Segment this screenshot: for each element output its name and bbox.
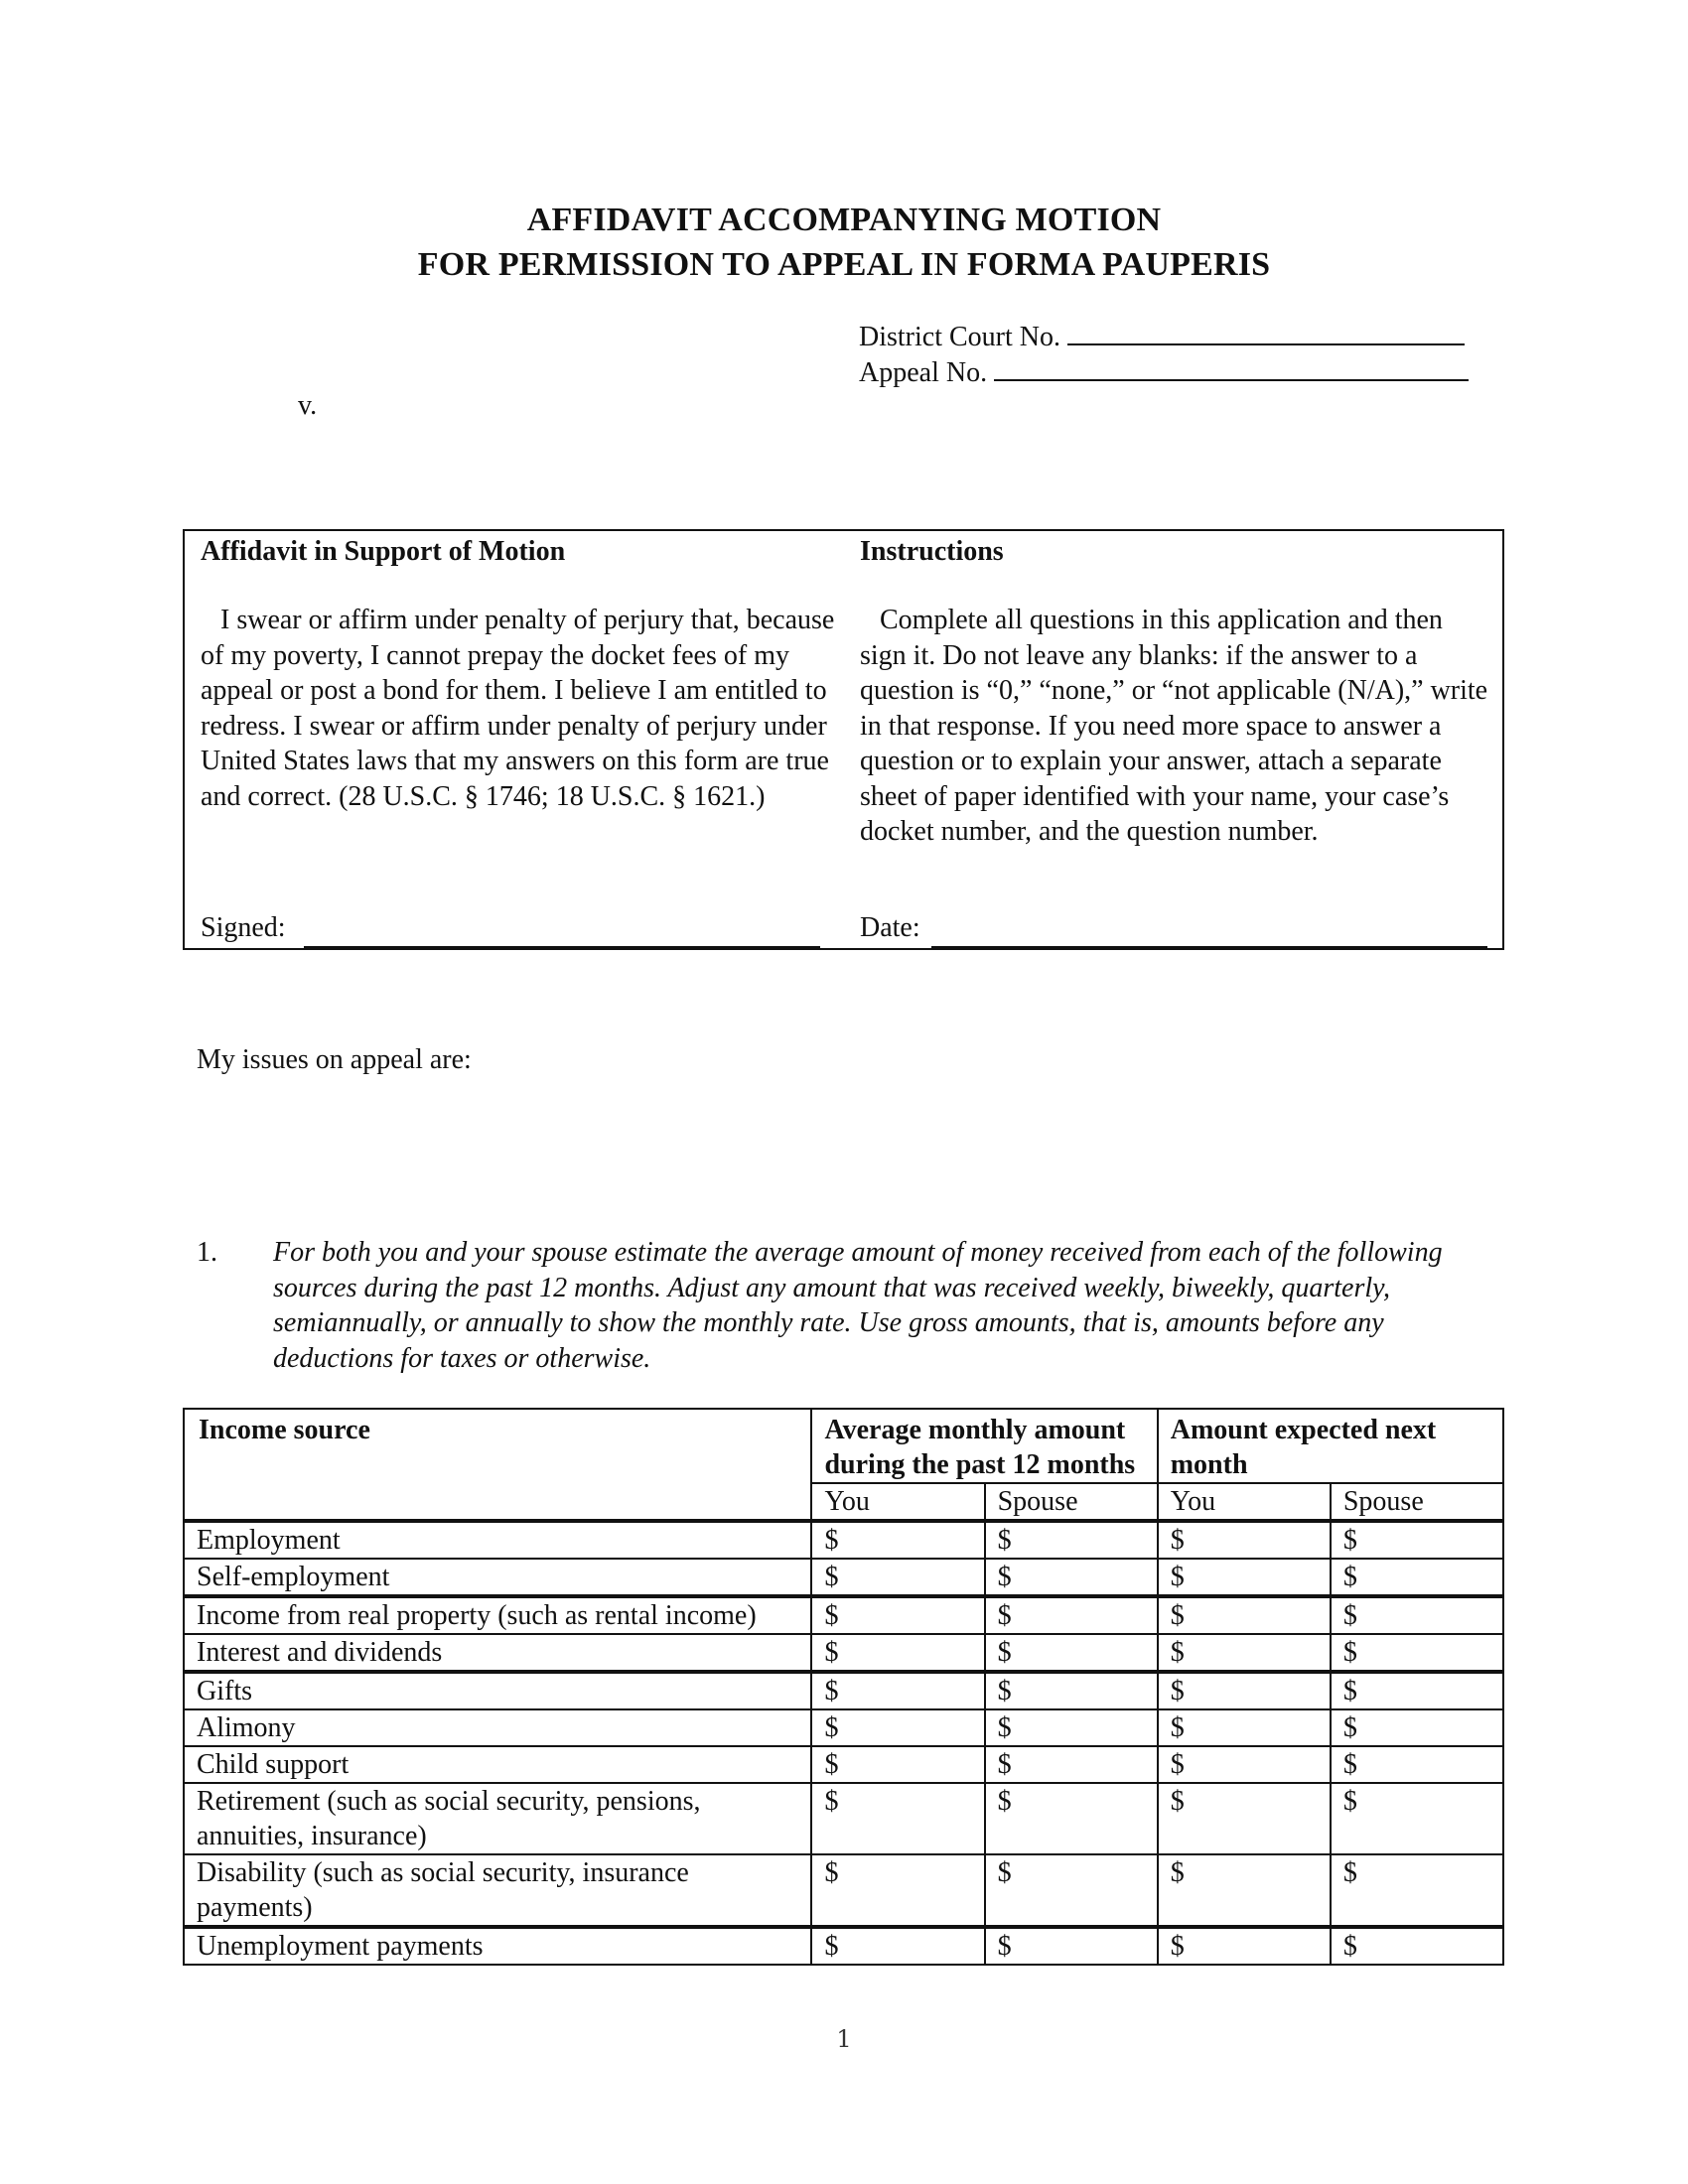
avg-you-cell[interactable]: $ (811, 1709, 984, 1746)
next-you-cell[interactable]: $ (1158, 1672, 1331, 1709)
date-field (860, 910, 1485, 946)
avg-you-cell[interactable]: $ (811, 1559, 984, 1596)
signature-input[interactable] (304, 944, 820, 948)
avg-spouse-cell[interactable]: $ (985, 1596, 1158, 1634)
table-row (184, 1783, 1503, 1854)
avg-you-cell[interactable]: $ (811, 1854, 984, 1927)
appeal-number-input[interactable] (994, 353, 1469, 381)
avg-you-cell[interactable]: $ (811, 1927, 984, 1965)
next-spouse-cell[interactable]: $ (1331, 1927, 1503, 1965)
avg-spouse-cell[interactable]: $ (985, 1927, 1158, 1965)
next-you-header: You (1158, 1483, 1331, 1521)
income-source-cell: Interest and dividends (184, 1634, 811, 1672)
appeal-number-label: Appeal No. (859, 357, 988, 388)
table-row (184, 1634, 1503, 1672)
next-you-cell[interactable]: $ (1158, 1634, 1331, 1672)
income-source-cell: Alimony (184, 1709, 811, 1746)
question-1-text: For both you and your spouse estimate the average amount of money received from each of the following sources during the past 12 months. Adjust any amount that was received weekly, biweekly, quarterly, semiannually, or annually to show the monthly rate. Use gross amounts, that is, amounts before any deductions for taxes or otherwise. (273, 1237, 1443, 1374)
next-you-cell[interactable]: $ (1158, 1521, 1331, 1559)
income-source-cell: Income from real property (such as rental income) (184, 1596, 811, 1634)
next-you-cell[interactable]: $ (1158, 1709, 1331, 1746)
next-you-cell[interactable]: $ (1158, 1596, 1331, 1634)
form-title-line-1: AFFIDAVIT ACCOMPANYING MOTION (526, 202, 1162, 238)
next-you-cell[interactable]: $ (1158, 1927, 1331, 1965)
table-row (184, 1521, 1503, 1559)
next-spouse-cell[interactable]: $ (1331, 1559, 1503, 1596)
avg-you-cell[interactable]: $ (811, 1634, 984, 1672)
district-court-field (859, 318, 1465, 355)
next-spouse-cell[interactable]: $ (1331, 1746, 1503, 1783)
expected-next-month-header: Amount expected next month (1158, 1409, 1503, 1483)
income-source-cell: Retirement (such as social security, pensions, annuities, insurance) (184, 1783, 811, 1854)
district-court-input[interactable] (1067, 318, 1465, 345)
affidavit-statement: I swear or affirm under penalty of perjury that, because of my poverty, I cannot prepay the docket fees of my appeal or post a bond for them. I believe I am entitled to redress. I swear or affirm under penalty of perjury under United States laws that my answers on this form are true and correct. (28 U.S.C. § 1746; 18 U.S.C. § 1621.) (201, 605, 835, 812)
avg-spouse-cell[interactable]: $ (985, 1521, 1158, 1559)
avg-spouse-cell[interactable]: $ (985, 1783, 1158, 1854)
affidavit-heading: Affidavit in Support of Motion (201, 536, 566, 567)
district-court-label: District Court No. (859, 322, 1060, 352)
income-source-cell: Self-employment (184, 1559, 811, 1596)
avg-you-cell[interactable]: $ (811, 1672, 984, 1709)
next-spouse-cell[interactable]: $ (1331, 1634, 1503, 1672)
instructions-section (860, 531, 1495, 850)
next-spouse-cell[interactable]: $ (1331, 1672, 1503, 1709)
income-table-header-row (184, 1409, 1503, 1483)
signed-label: Signed: (201, 912, 286, 943)
table-row (184, 1854, 1503, 1927)
avg-you-cell[interactable]: $ (811, 1596, 984, 1634)
avg-spouse-header: Spouse (985, 1483, 1158, 1521)
issues-on-appeal-label: My issues on appeal are: (197, 1044, 472, 1075)
next-spouse-cell[interactable]: $ (1331, 1709, 1503, 1746)
avg-monthly-header: Average monthly amount during the past 12 months (811, 1409, 1157, 1483)
table-row (184, 1596, 1503, 1634)
income-source-header: Income source (184, 1409, 811, 1521)
table-row (184, 1927, 1503, 1965)
income-source-cell: Employment (184, 1521, 811, 1559)
next-spouse-header: Spouse (1331, 1483, 1503, 1521)
instructions-heading: Instructions (860, 536, 1004, 567)
versus-label: v. (298, 390, 318, 421)
avg-spouse-cell[interactable]: $ (985, 1634, 1158, 1672)
affidavit-section (201, 531, 836, 814)
income-source-cell: Disability (such as social security, insurance payments) (184, 1854, 811, 1927)
page-number: 1 (836, 2025, 852, 2053)
avg-you-cell[interactable]: $ (811, 1746, 984, 1783)
avg-spouse-cell[interactable]: $ (985, 1672, 1158, 1709)
date-label: Date: (860, 912, 920, 943)
next-spouse-cell[interactable]: $ (1331, 1854, 1503, 1927)
income-table (183, 1408, 1504, 1966)
avg-spouse-cell[interactable]: $ (985, 1854, 1158, 1927)
avg-spouse-cell[interactable]: $ (985, 1746, 1158, 1783)
table-row (184, 1672, 1503, 1709)
avg-you-cell[interactable]: $ (811, 1783, 984, 1854)
income-source-cell: Unemployment payments (184, 1927, 811, 1965)
table-row (184, 1746, 1503, 1783)
question-1-number: 1. (197, 1237, 217, 1268)
next-you-cell[interactable]: $ (1158, 1854, 1331, 1927)
next-spouse-cell[interactable]: $ (1331, 1521, 1503, 1559)
avg-you-header: You (811, 1483, 984, 1521)
income-source-cell: Gifts (184, 1672, 811, 1709)
signature-field (201, 910, 856, 946)
avg-spouse-cell[interactable]: $ (985, 1709, 1158, 1746)
next-spouse-cell[interactable]: $ (1331, 1783, 1503, 1854)
instructions-text: Complete all questions in this application and then sign it. Do not leave any blanks: if the answer to a question is “0,” “none,” or “not applicable (N/A),” write in that response. If you need more space to answer a question or to explain your answer, attach a separate sheet of paper identified with your name, your case’s docket number, and the question number. (860, 605, 1488, 847)
affidavit-box (183, 529, 1504, 950)
table-row (184, 1709, 1503, 1746)
income-source-cell: Child support (184, 1746, 811, 1783)
avg-you-cell[interactable]: $ (811, 1521, 984, 1559)
table-row (184, 1559, 1503, 1596)
next-you-cell[interactable]: $ (1158, 1559, 1331, 1596)
form-title-line-2: FOR PERMISSION TO APPEAL IN FORMA PAUPERIS (417, 246, 1271, 283)
next-you-cell[interactable]: $ (1158, 1746, 1331, 1783)
appeal-number-field (859, 353, 1469, 391)
avg-spouse-cell[interactable]: $ (985, 1559, 1158, 1596)
next-spouse-cell[interactable]: $ (1331, 1596, 1503, 1634)
next-you-cell[interactable]: $ (1158, 1783, 1331, 1854)
date-input[interactable] (931, 944, 1487, 948)
